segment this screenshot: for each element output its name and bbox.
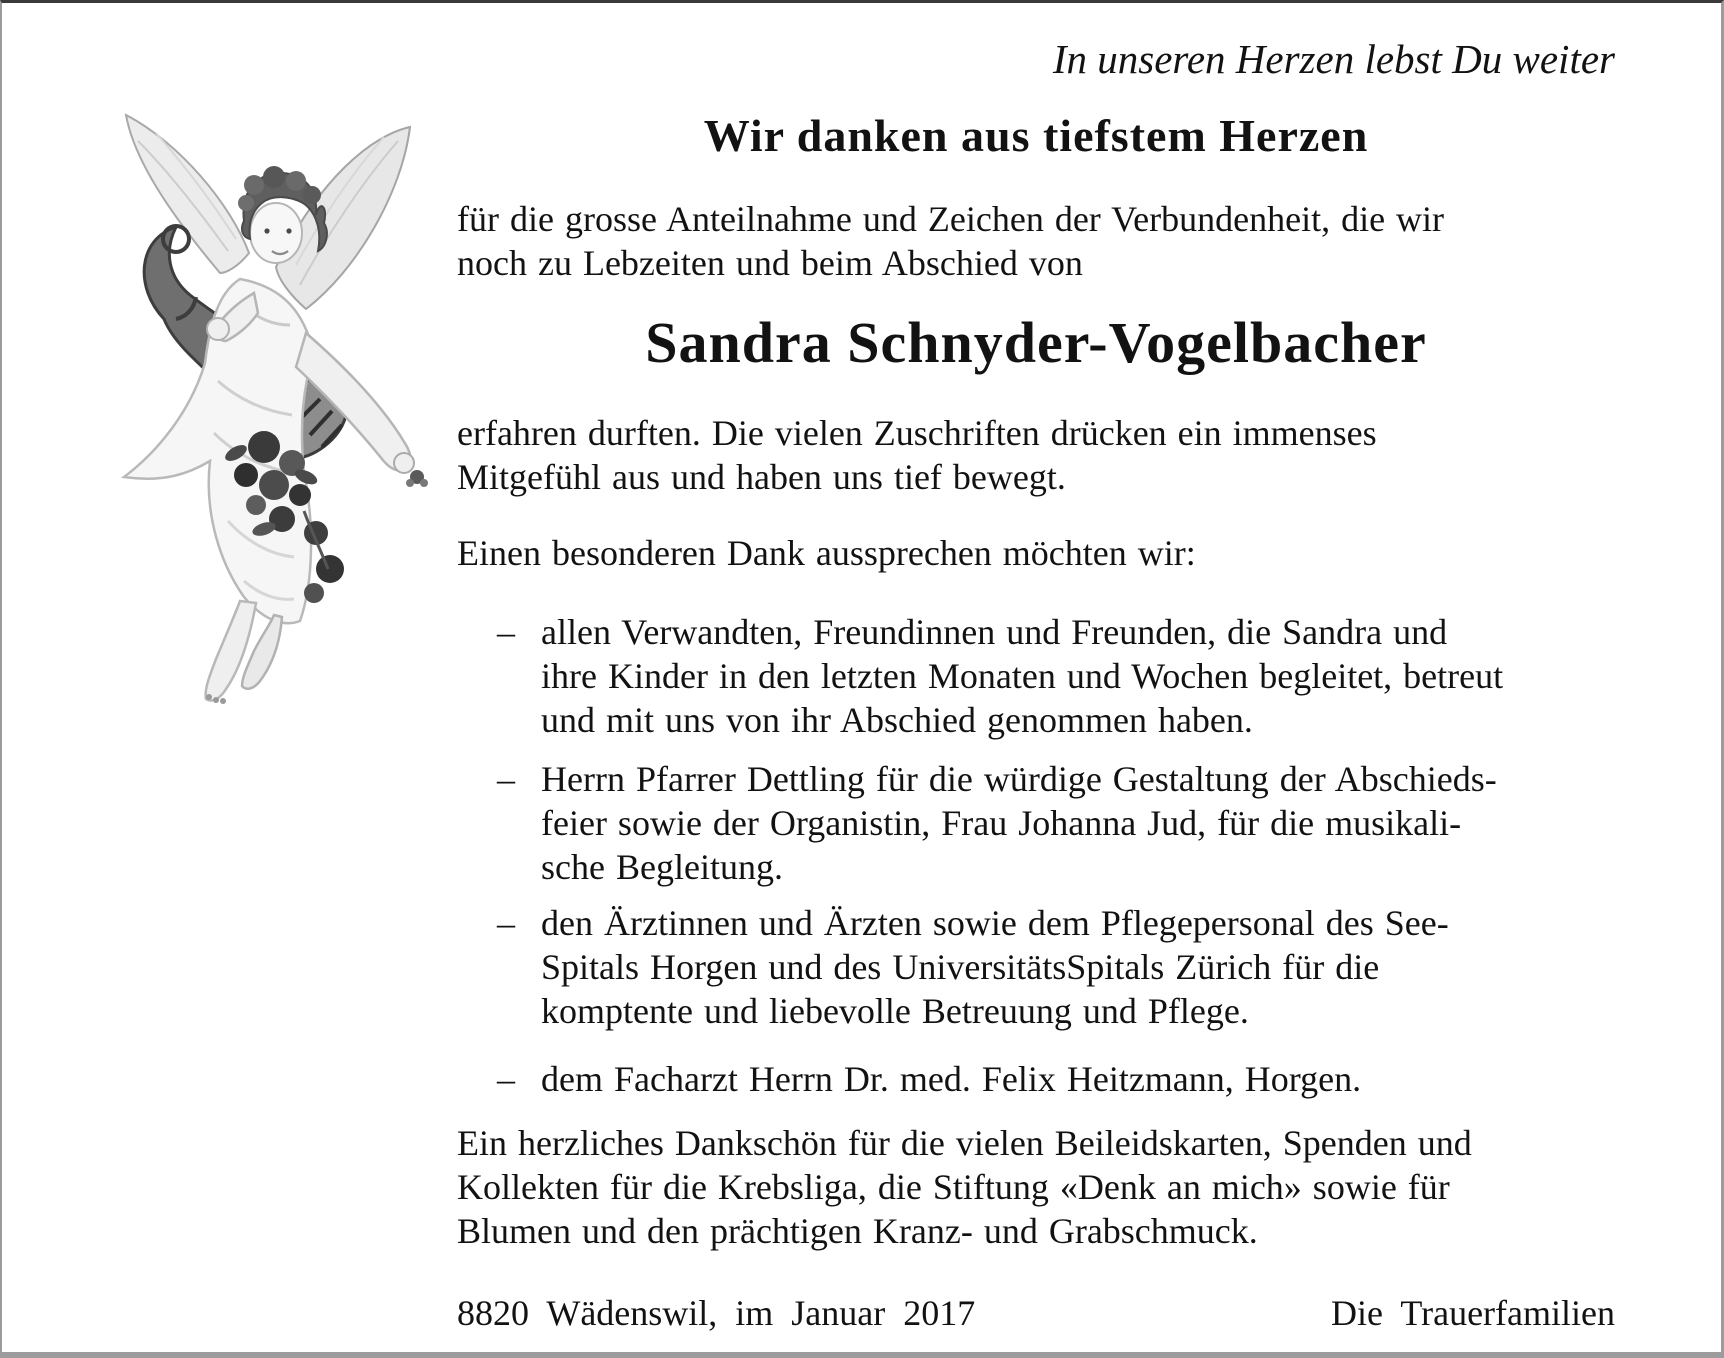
list-item-text: allen Verwandten, Freundinnen und Freunden, die Sandra und ihre Kinder in den letzten Monaten und Wochen begleitet, betreut und mit uns von ihr Abschied genommen haben. xyxy=(541,612,1504,740)
footer-row xyxy=(457,1291,1615,1335)
thanks-list-item-doctors xyxy=(457,901,1615,1033)
signature: Die Trauerfamilien xyxy=(1331,1293,1615,1333)
deceased-name: Sandra Schnyder-Vogelbacher xyxy=(645,310,1427,375)
list-dash-marker: – xyxy=(497,1059,515,1099)
thanks-list-item-relatives xyxy=(457,610,1615,742)
list-item-text: dem Facharzt Herrn Dr. med. Felix Heitzmann, Horgen. xyxy=(541,1059,1362,1099)
angel-svg xyxy=(68,81,438,716)
list-item-text: Herrn Pfarrer Dettling für die würdige Gestaltung der Abschieds- feier sowie der Organistin, Frau Johanna Jud, für die musikali- sche Begleitung. xyxy=(541,759,1497,887)
list-dash-marker: – xyxy=(497,903,515,943)
after-name-paragraph: erfahren durften. Die vielen Zuschriften drücken ein immenses Mitgefühl aus und haben uns tief bewegt. xyxy=(457,413,1377,497)
list-item-text: den Ärztinnen und Ärzten sowie dem Pflegepersonal des See- Spitals Horgen und des UniversitätsSpitals Zürich für die komptente und liebevolle Betreuung und Pflege. xyxy=(541,903,1449,1031)
closing-paragraph: Ein herzliches Dankschön für die vielen Beileidskarten, Spenden und Kollekten für die Krebsliga, die Stiftung «Denk an mich» sowie für Blumen und den prächtigen Kranz- und Grabschmuck. xyxy=(457,1123,1472,1251)
list-dash-marker: – xyxy=(497,759,515,799)
place-date: 8820 Wädenswil, im Januar 2017 xyxy=(457,1293,976,1333)
thanks-intro: Einen besonderen Dank aussprechen möchten wir: xyxy=(457,533,1196,573)
list-dash-marker: – xyxy=(497,612,515,652)
memorial-title: Wir danken aus tiefstem Herzen xyxy=(703,110,1369,161)
epigraph-line: In unseren Herzen lebst Du weiter xyxy=(1052,36,1615,82)
angel-illustration xyxy=(68,81,438,716)
thanks-list-item-specialist xyxy=(457,1057,1615,1101)
thanks-list-item-pastor xyxy=(457,757,1615,889)
intro-paragraph: für die grosse Anteilnahme und Zeichen der Verbundenheit, die wir noch zu Lebzeiten und beim Abschied von xyxy=(457,199,1445,283)
